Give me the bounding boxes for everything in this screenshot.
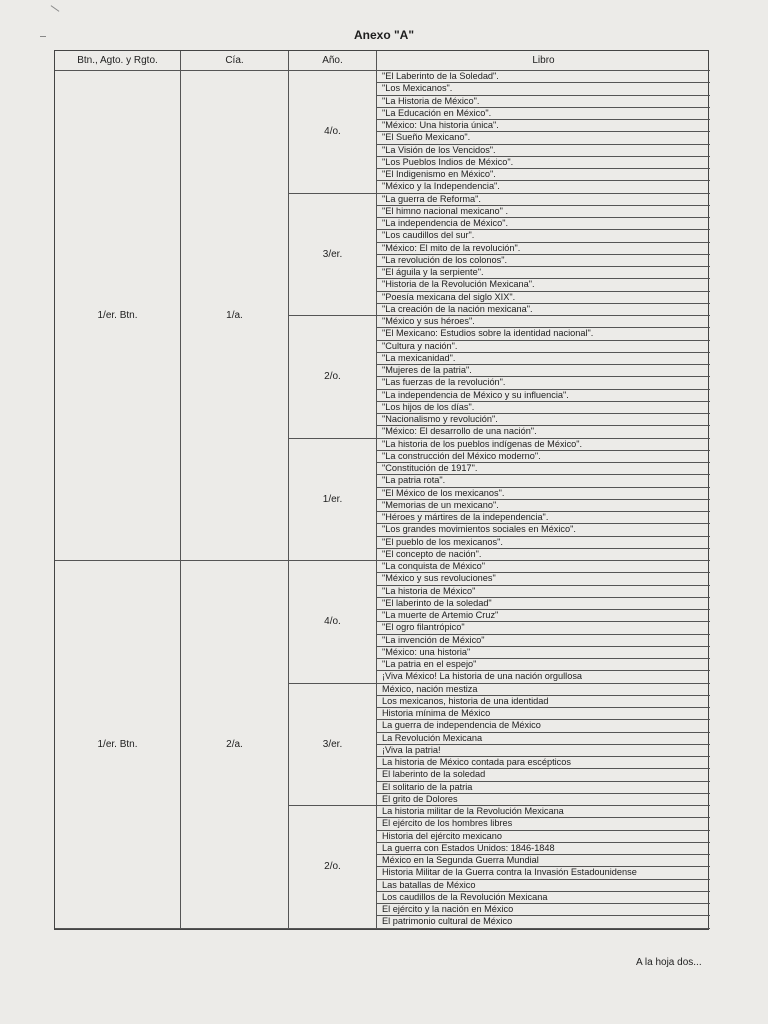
year-cell: 4/o. [289,71,377,194]
book-title-cell: "Constitución de 1917". [377,463,710,475]
book-title-cell: "Memorias de un mexicano". [377,500,710,512]
book-title-cell: "La conquista de México" [377,561,710,573]
book-title-cell: "La construcción del México moderno". [377,451,710,463]
book-title-cell: "La Educación en México". [377,108,710,120]
company-cell: 1/a. [181,71,289,561]
book-title-cell: Historia del ejército mexicano [377,831,710,843]
book-title-cell: La guerra con Estados Unidos: 1846-1848 [377,843,710,855]
company-cell: 2/a. [181,561,289,929]
header-cia: Cía. [181,51,289,71]
book-title-cell: El laberinto de la soledad [377,769,710,781]
book-title-cell: Las batallas de México [377,880,710,892]
book-title-cell: "Los Pueblos Indios de México". [377,157,710,169]
book-title-cell: "Los grandes movimientos sociales en México". [377,524,710,536]
book-title-cell: El patrimonio cultural de México [377,916,710,928]
year-cell: 3/er. [289,194,377,317]
page-title: Anexo "A" [353,28,415,42]
book-title-cell: "Las fuerzas de la revolución". [377,377,710,389]
year-cell: 2/o. [289,806,377,929]
battalion-cell: 1/er. Btn. [55,561,181,929]
book-title-cell: "El Laberinto de la Soledad". [377,71,710,83]
scan-mark [51,5,60,12]
book-title-cell: ¡Viva la patria! [377,745,710,757]
book-title-cell: "Poesía mexicana del siglo XIX". [377,292,710,304]
book-title-cell: "La patria en el espejo" [377,659,710,671]
book-title-cell: "México: una historia" [377,647,710,659]
year-cell: 4/o. [289,561,377,684]
book-title-cell: El solitario de la patria [377,782,710,794]
book-title-cell: "Historia de la Revolución Mexicana". [377,279,710,291]
book-title-cell: "El himno nacional mexicano" . [377,206,710,218]
book-title-cell: El grito de Dolores [377,794,710,806]
book-title-cell: México en la Segunda Guerra Mundial [377,855,710,867]
header-btn: Btn., Agto. y Rgto. [55,51,181,71]
book-title-cell: La historia militar de la Revolución Mexicana [377,806,710,818]
book-title-cell: "Los Mexicanos". [377,83,710,95]
book-title-cell: Los caudillos de la Revolución Mexicana [377,892,710,904]
book-title-cell: "Los hijos de los días". [377,402,710,414]
book-title-cell: "El concepto de nación". [377,549,710,561]
footer-note: A la hoja dos... [636,957,702,968]
book-title-cell: "Mujeres de la patria". [377,365,710,377]
book-table [54,50,709,930]
year-cell: 2/o. [289,316,377,439]
book-title-cell: "México: Una historia única". [377,120,710,132]
book-title-cell: "La creación de la nación mexicana". [377,304,710,316]
book-title-cell: "La guerra de Reforma". [377,194,710,206]
book-title-cell: México, nación mestiza [377,684,710,696]
book-title-cell: "México: El desarrollo de una nación". [377,426,710,438]
book-title-cell: Historia mínima de México [377,708,710,720]
book-title-cell: La Revolución Mexicana [377,733,710,745]
year-cell: 3/er. [289,684,377,807]
book-title-cell: La guerra de independencia de México [377,720,710,732]
book-title-cell: "La Historia de México". [377,96,710,108]
book-title-cell: "La independencia de México y su influencia". [377,390,710,402]
book-title-cell: "Los caudillos del sur". [377,230,710,242]
book-title-cell: "México y sus héroes". [377,316,710,328]
book-title-cell: "El Sueño Mexicano". [377,132,710,144]
book-title-cell: "El laberinto de la soledad" [377,598,710,610]
book-title-cell: ¡Viva México! La historia de una nación orgullosa [377,671,710,683]
header-anio: Año. [289,51,377,71]
book-title-cell: "México y sus revoluciones" [377,573,710,585]
battalion-cell: 1/er. Btn. [55,71,181,561]
header-libro: Libro [377,51,710,71]
book-title-cell: "La invención de México" [377,635,710,647]
book-title-cell: "La historia de los pueblos indígenas de México". [377,439,710,451]
book-title-cell: "La muerte de Artemio Cruz" [377,610,710,622]
book-title-cell: "El México de los mexicanos". [377,488,710,500]
book-title-cell: La historia de México contada para escépticos [377,757,710,769]
book-title-cell: "La independencia de México". [377,218,710,230]
book-title-cell: "La mexicanidad". [377,353,710,365]
book-title-cell: "La Visión de los Vencidos". [377,145,710,157]
book-title-cell: "El Indigenismo en México". [377,169,710,181]
book-title-cell: "La patria rota". [377,475,710,487]
year-cell: 1/er. [289,439,377,562]
book-title-cell: "Nacionalismo y revolución". [377,414,710,426]
book-title-cell: El ejército y la nación en México [377,904,710,916]
book-title-cell: "México: El mito de la revolución". [377,243,710,255]
book-title-cell: El ejército de los hombres libres [377,818,710,830]
book-title-cell: "Cultura y nación". [377,341,710,353]
book-title-cell: "El pueblo de los mexicanos". [377,537,710,549]
book-title-cell: "El ogro filantrópico" [377,622,710,634]
book-title-cell: "El águila y la serpiente". [377,267,710,279]
book-title-cell: "La historia de México" [377,586,710,598]
book-title-cell: "La revolución de los colonos". [377,255,710,267]
book-title-cell: Los mexicanos, historia de una identidad [377,696,710,708]
book-title-cell: "Héroes y mártires de la independencia". [377,512,710,524]
book-title-cell: "México y la Independencia". [377,181,710,193]
book-title-cell: "El Mexicano: Estudios sobre la identidad nacional". [377,328,710,340]
book-title-cell: Historia Militar de la Guerra contra la Invasión Estadounidense [377,867,710,879]
